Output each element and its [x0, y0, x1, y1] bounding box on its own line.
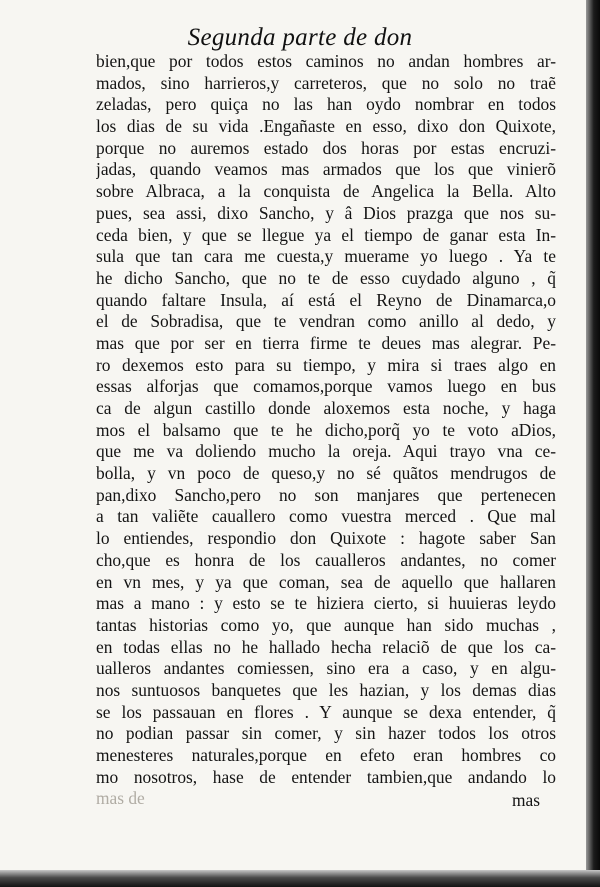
page-edge-shadow-right [586, 0, 600, 887]
text-line: mados, sino harrieros,y carreteros, que no solo no traẽ [96, 72, 556, 93]
text-line: jadas, quando veamos mas armados que los que vinierõ [96, 159, 556, 180]
faint-bottom-line: mas de [96, 788, 145, 809]
text-line: bien,que por todos estos caminos no andan hombres ar- [96, 51, 556, 71]
text-line: pues, sea assi, dixo Sancho, y â Dios prazga que nos su- [96, 202, 556, 223]
text-line: en todas ellas no he hallado hecha relaciõ de que los ca- [96, 636, 556, 657]
text-line: en vn mes, y ya que coman, sea de aquello que hallaren [96, 571, 556, 592]
text-line: nos suntuosos banquetes que les hazian, y los demas dias [96, 679, 556, 700]
text-line: essas alforjas que comamos,porque vamos luego en bus [96, 376, 556, 397]
text-line: los dias de su vida .Engañaste en esso, dixo don Quixote, [96, 116, 556, 137]
text-line: lo entiendes, respondio don Quixote : hagote saber San [96, 528, 556, 549]
page-edge-shadow-bottom [0, 870, 600, 887]
text-line: cho,que es honra de los caualleros andantes, no comer [96, 549, 556, 570]
text-line: mas que por ser en tierra firme te deues mas alegrar. Pe- [96, 332, 556, 353]
text-line: porque no auremos estado dos horas por estas encruzi- [96, 137, 556, 158]
text-line: mas a mano : y esto se te hiziera cierto, si huuieras leydo [96, 593, 556, 614]
text-line: que me va doliendo mucho la oreja. Aqui trayo vna ce- [96, 441, 556, 462]
text-line: bolla, y vn poco de queso,y no sé quãtos mendrugos de [96, 463, 556, 484]
text-line: menesteres naturales,porque en efeto eran hombres co [96, 745, 556, 765]
text-line: se los passauan en flores . Y aunque se dexa entender, q̃ [96, 701, 556, 722]
text-line: zeladas, pero quiça no las han oydo nombrar en todos [96, 94, 556, 115]
text-line: mo nosotros, hase de entender tambien,que andando lo [96, 766, 556, 787]
text-line: quando faltare Insula, aí está el Reyno de Dinamarca,o [96, 289, 556, 310]
text-line: no podian passar sin comer, y sin hazer todos los otros [96, 723, 556, 744]
text-line: he dicho Sancho, que no te de esso cuydado alguno , q̃ [96, 267, 556, 288]
text-line: mos el balsamo que te he dicho,porq̃ yo te voto aDios, [96, 419, 556, 440]
text-line: ro dexemos esto para su tiempo, y mira si traes algo en [96, 354, 556, 375]
catchword: mas [512, 790, 541, 810]
text-line: ualleros andantes comiessen, sino era a caso, y en algu- [96, 658, 556, 679]
running-head: Segunda parte de don [187, 24, 413, 51]
text-block [96, 51, 556, 810]
text-line: ca de algun castillo donde aloxemos esta noche, y haga [96, 398, 556, 418]
text-line: pan,dixo Sancho,pero no son manjares que pertenecen [96, 484, 556, 505]
text-line: sobre Albraca, a la conquista de Angelica la Bella. Alto [96, 181, 556, 202]
text-line: ceda bien, y que se llegue ya el tiempo de ganar esta In- [96, 224, 556, 245]
text-line: sula que tan cara me cuesta,y muerame yo luego . Ya te [96, 246, 556, 267]
text-line: tantas historias como yo, que aunque han sido muchas , [96, 614, 556, 635]
text-line: a tan valiẽte cauallero como vuestra merced . Que mal [96, 506, 556, 527]
text-line: el de Sobradisa, que te vendran como anillo al dedo, y [96, 311, 556, 332]
